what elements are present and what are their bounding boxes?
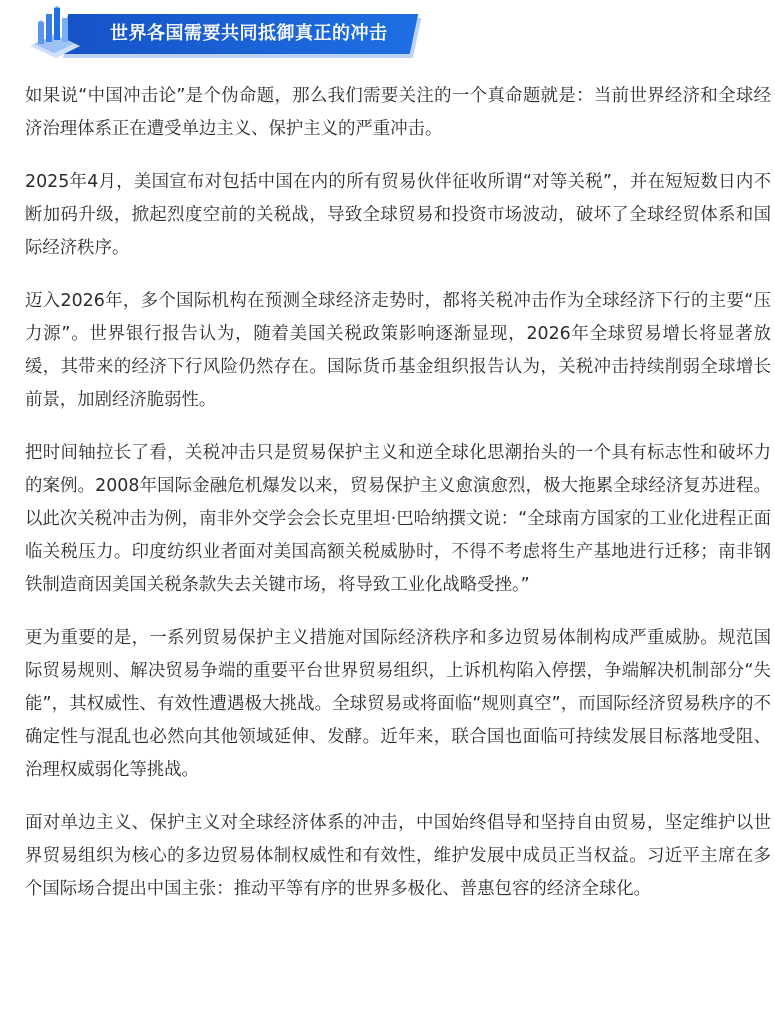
- paragraph-5: 更为重要的是，一系列贸易保护主义措施对国际经济秩序和多边贸易体制构成严重威胁。规范国际贸易规则、解决贸易争端的重要平台世界贸易组织，上诉机构陷入停摆，争端解决机制部分“失能”，其权威性、有效性遭遇极大挑战。全球贸易或将面临“规则真空”，而国际经济贸易秩序的不确定性与混乱也必然向其他领域延伸、发酵。近年来，联合国也面临可持续发展目标落地受阻、治理权威弱化等挑战。: [25, 628, 771, 780]
- paragraph-3: 迈入2026年，多个国际机构在预测全球经济走势时，都将关税冲击作为全球经济下行的主要“压力源”。世界银行报告认为，随着美国关税政策影响逐渐显现，2026年全球贸易增长将显著放缓，其带来的经济下行风险仍然存在。国际货币基金组织报告认为，关税冲击持续削弱全球增长前景，加剧经济脆弱性。: [25, 291, 771, 410]
- section-title: 世界各国需要共同抵御真正的冲击: [110, 23, 388, 44]
- paragraph-4: 把时间轴拉长了看，关税冲击只是贸易保护主义和逆全球化思潮抬头的一个具有标志性和破坏力的案例。2008年国际金融危机爆发以来，贸易保护主义愈演愈烈，极大拖累全球经济复苏进程。以此次关税冲击为例，南非外交学会会长克里坦·巴哈纳撰文说：“全球南方国家的工业化进程正面临关税压力。印度纺织业者面对美国高额关税威胁时，不得不考虑将生产基地进行迁移；南非钢铁制造商因美国关税条款失去关键市场，将导致工业化战略受挫。”: [25, 443, 771, 595]
- paragraph-6: 面对单边主义、保护主义对全球经济体系的冲击，中国始终倡导和坚持自由贸易，坚定维护以世界贸易组织为核心的多边贸易体制权威性和有效性，维护发展中成员正当权益。习近平主席在多个国际场合提出中国主张：推动平等有序的世界多极化、普惠包容的经济全球化。: [25, 813, 771, 899]
- article-body: [25, 80, 771, 926]
- paragraph-2: 2025年4月，美国宣布对包括中国在内的所有贸易伙伴征收所谓“对等关税”，并在短短数日内不断加码升级，掀起烈度空前的关税战，导致全球贸易和投资市场波动，破坏了全球经贸体系和国际经济秩序。: [25, 172, 771, 258]
- section-header: [18, 4, 418, 60]
- paragraph-1: 如果说“中国冲击论”是个伪命题，那么我们需要关注的一个真命题就是：当前世界经济和全球经济治理体系正在遭受单边主义、保护主义的严重冲击。: [25, 86, 771, 139]
- bar-chart-icon: [24, 4, 84, 60]
